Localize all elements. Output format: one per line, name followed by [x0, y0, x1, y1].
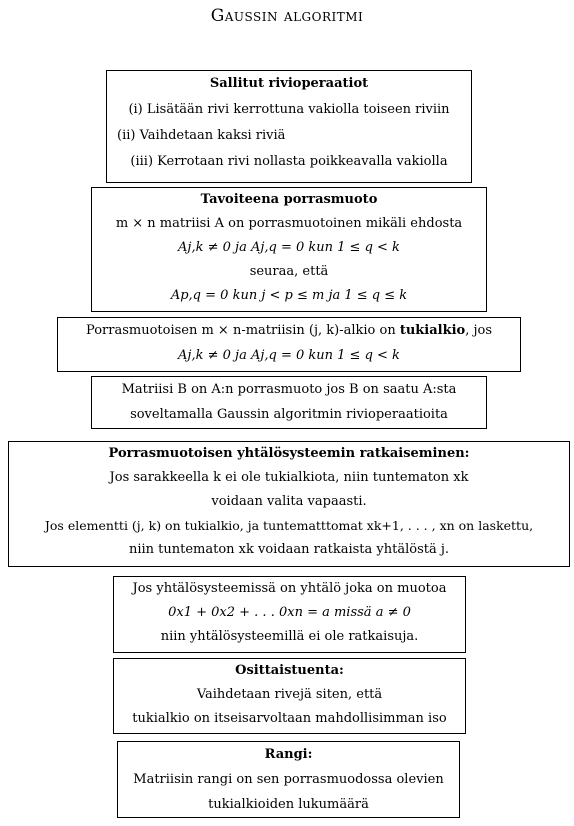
osittaistuenta-heading: Osittaistuenta:: [235, 663, 344, 678]
matriisi-b-box: [91, 376, 487, 429]
porrasmuoto-box: [91, 187, 487, 312]
ratkaiseminen-line: Jos sarakkeella k ei ole tukialkiota, niin tuntematon xk: [109, 470, 469, 485]
rivioperaatio-item: (i) Lisätään rivi kerrottuna vakiolla toiseen riviin: [128, 102, 450, 117]
rivioperaatio-item: (ii) Vaihdetaan kaksi riviä: [117, 128, 286, 143]
rivioperaatiot-heading: Sallitut rivioperaatiot: [209, 76, 369, 91]
tukialkio-text-post: , jos: [465, 323, 493, 338]
porrasmuoto-heading: Tavoiteena porrasmuoto: [200, 192, 378, 207]
ei-ratkaisua-line: Jos yhtälösysteemissä on yhtälö joka on muotoa: [132, 581, 447, 596]
tukialkio-condition: Aj,k ≠ 0 ja Aj,q = 0 kun 1 ≤ q < k: [178, 348, 400, 363]
matriisi-b-line: soveltamalla Gaussin algoritmin rivioperaatioita: [130, 407, 448, 422]
rivioperaatio-item: (iii) Kerrotaan rivi nollasta poikkeavalla vakiolla: [130, 154, 448, 169]
rangi-line: Matriisin rangi on sen porrasmuodossa olevien: [133, 772, 444, 787]
rangi-heading: Rangi:: [264, 747, 313, 762]
rangi-line: tukialkioiden lukumäärä: [208, 797, 369, 812]
porrasmuoto-line: m × n matriisi A on porrasmuotoinen mikäli ehdosta: [115, 216, 463, 231]
osittaistuenta-line: Vaihdetaan rivejä siten, että: [196, 687, 383, 702]
tukialkio-box: [57, 317, 521, 372]
ratkaiseminen-heading: Porrasmuotoisen yhtälösysteemin ratkaiseminen:: [108, 446, 470, 461]
tukialkio-text-pre: Porrasmuotoisen m × n-matriisin (j, k)-alkio on: [85, 323, 400, 338]
ei-ratkaisua-box: [113, 576, 466, 653]
tukialkio-term: tukialkio: [399, 323, 466, 338]
ei-ratkaisua-equation: 0x1 + 0x2 + . . . 0xn = a missä a ≠ 0: [168, 605, 411, 620]
ratkaiseminen-line: niin tuntematon xk voidaan ratkaista yhtälöstä j.: [128, 542, 450, 557]
ratkaiseminen-line: Jos elementti (j, k) on tukialkio, ja tuntematttomat xk+1, . . . , xn on laskettu,: [44, 518, 534, 533]
porrasmuoto-conclusion: Ap,q = 0 kun j < p ≤ m ja 1 ≤ q ≤ k: [170, 288, 408, 303]
ratkaiseminen-line: voidaan valita vapaasti.: [211, 494, 367, 509]
matriisi-b-line: Matriisi B on A:n porrasmuoto jos B on saatu A:sta: [121, 382, 457, 397]
page-title: Gaussin algoritmi: [210, 6, 364, 26]
tukialkio-definition: [62, 318, 516, 343]
ei-ratkaisua-line: niin yhtälösysteemillä ei ole ratkaisuja.: [160, 629, 419, 644]
osittaistuenta-box: [113, 658, 466, 734]
porrasmuoto-condition: Aj,k ≠ 0 ja Aj,q = 0 kun 1 ≤ q < k: [178, 240, 400, 255]
rangi-box: [117, 741, 460, 818]
ratkaiseminen-box: [8, 441, 570, 567]
porrasmuoto-line: seuraa, että: [249, 264, 329, 279]
rivioperaatiot-box: [106, 70, 472, 183]
osittaistuenta-line: tukialkio on itseisarvoltaan mahdollisimman iso: [132, 711, 447, 726]
